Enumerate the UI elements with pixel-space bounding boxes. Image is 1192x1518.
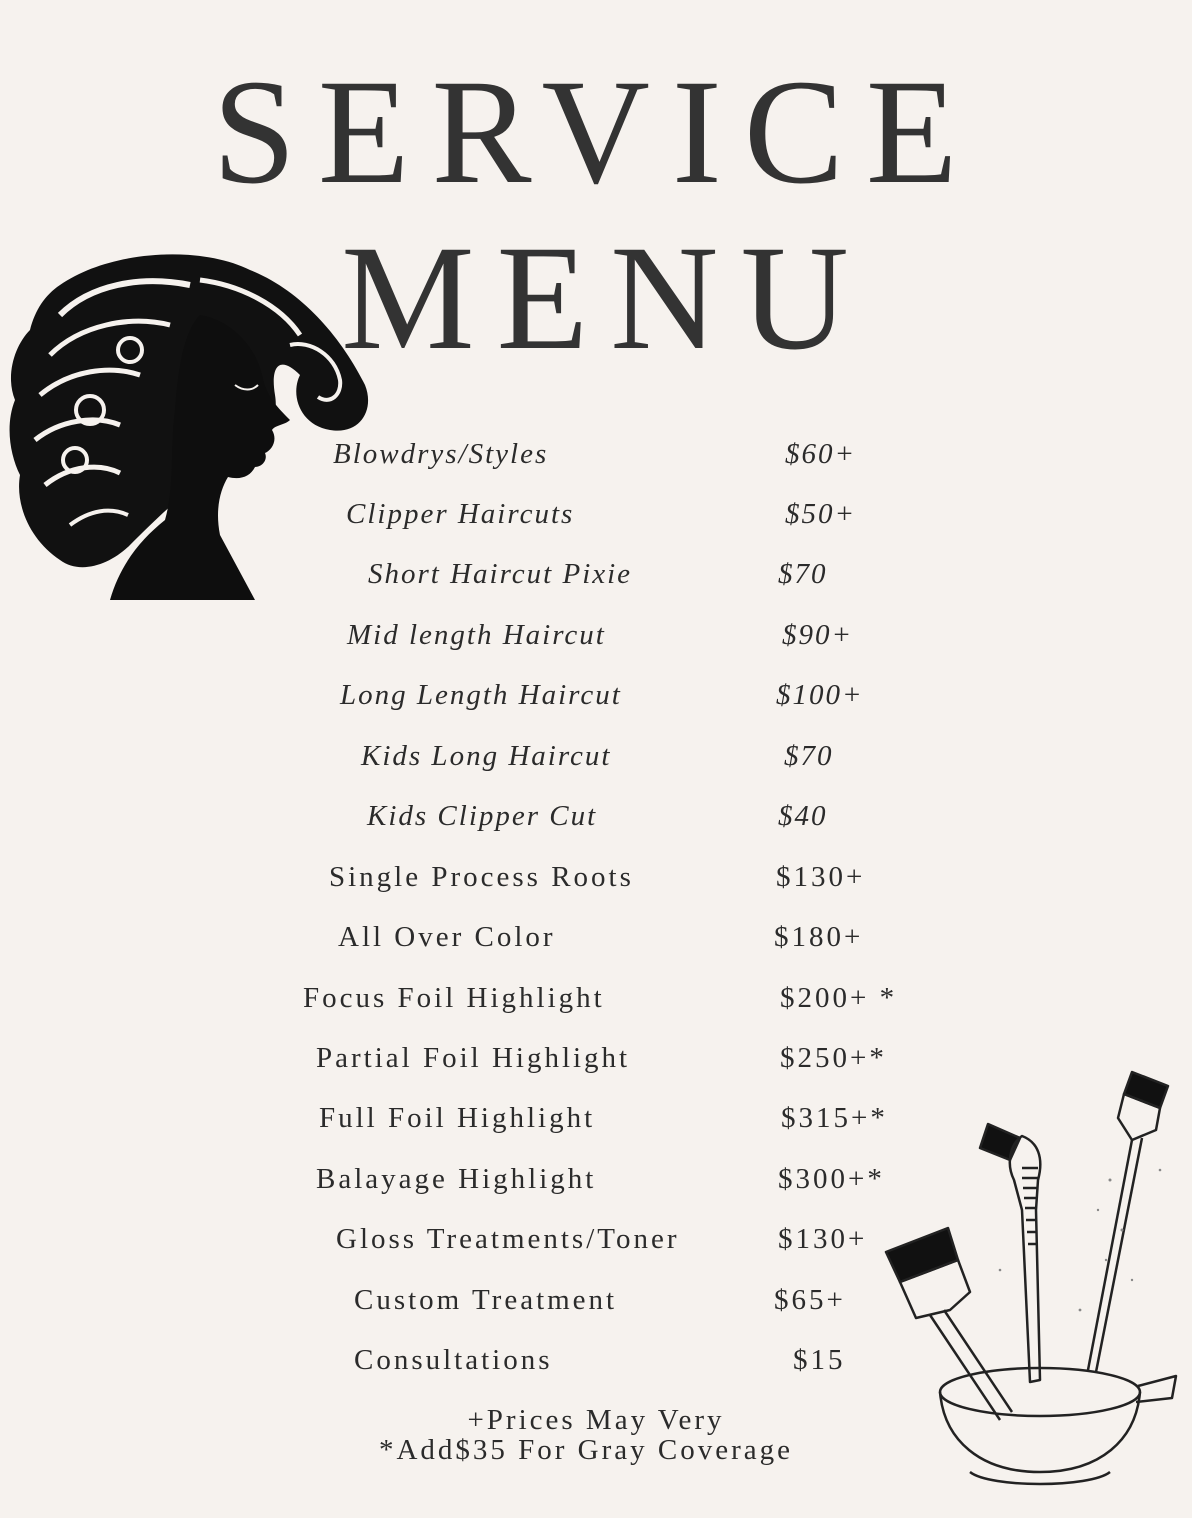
service-price: $70 [778, 558, 828, 590]
service-price: $65+ [774, 1284, 846, 1316]
service-price: $15 [793, 1344, 846, 1376]
service-name: Kids Clipper Cut [367, 800, 598, 832]
service-name: Single Process Roots [329, 861, 634, 893]
service-name: Gloss Treatments/Toner [336, 1223, 680, 1255]
service-name: Clipper Haircuts [346, 498, 575, 530]
service-name: Partial Foil Highlight [316, 1042, 631, 1074]
footer-note-gray-coverage: *Add$35 For Gray Coverage [378, 1434, 794, 1466]
service-name: Focus Foil Highlight [303, 982, 605, 1014]
service-price: $180+ [774, 921, 864, 953]
hair-dye-brushes-bowl-icon [870, 1060, 1192, 1518]
service-price: $300+* [778, 1163, 885, 1195]
service-price: $315+* [781, 1102, 888, 1134]
service-name: Custom Treatment [354, 1284, 618, 1316]
footer-note-prices: +Prices May Very [467, 1404, 725, 1436]
service-name: Kids Long Haircut [361, 740, 612, 772]
title-line-2: MENU [341, 215, 871, 381]
service-price: $100+ [776, 679, 864, 711]
service-name: All Over Color [338, 921, 556, 953]
service-price: $130+ [778, 1223, 868, 1255]
service-name: Long Length Haircut [340, 679, 622, 711]
service-name: Balayage Highlight [316, 1163, 597, 1195]
woman-silhouette-icon [0, 245, 380, 620]
service-price: $40 [778, 800, 828, 832]
service-price: $50+ [785, 498, 857, 530]
service-price: $130+ [776, 861, 866, 893]
service-name: Consultations [354, 1344, 553, 1376]
service-name: Short Haircut Pixie [368, 558, 633, 590]
service-price: $90+ [782, 619, 854, 651]
title-line-1: SERVICE [212, 49, 980, 215]
service-name: Full Foil Highlight [319, 1102, 596, 1134]
service-name: Mid length Haircut [347, 619, 606, 651]
service-name: Blowdrys/Styles [333, 438, 549, 470]
service-price: $60+ [785, 438, 857, 470]
service-price: $200+ * [780, 982, 898, 1014]
service-price: $70 [784, 740, 834, 772]
service-price: $250+* [780, 1042, 887, 1074]
